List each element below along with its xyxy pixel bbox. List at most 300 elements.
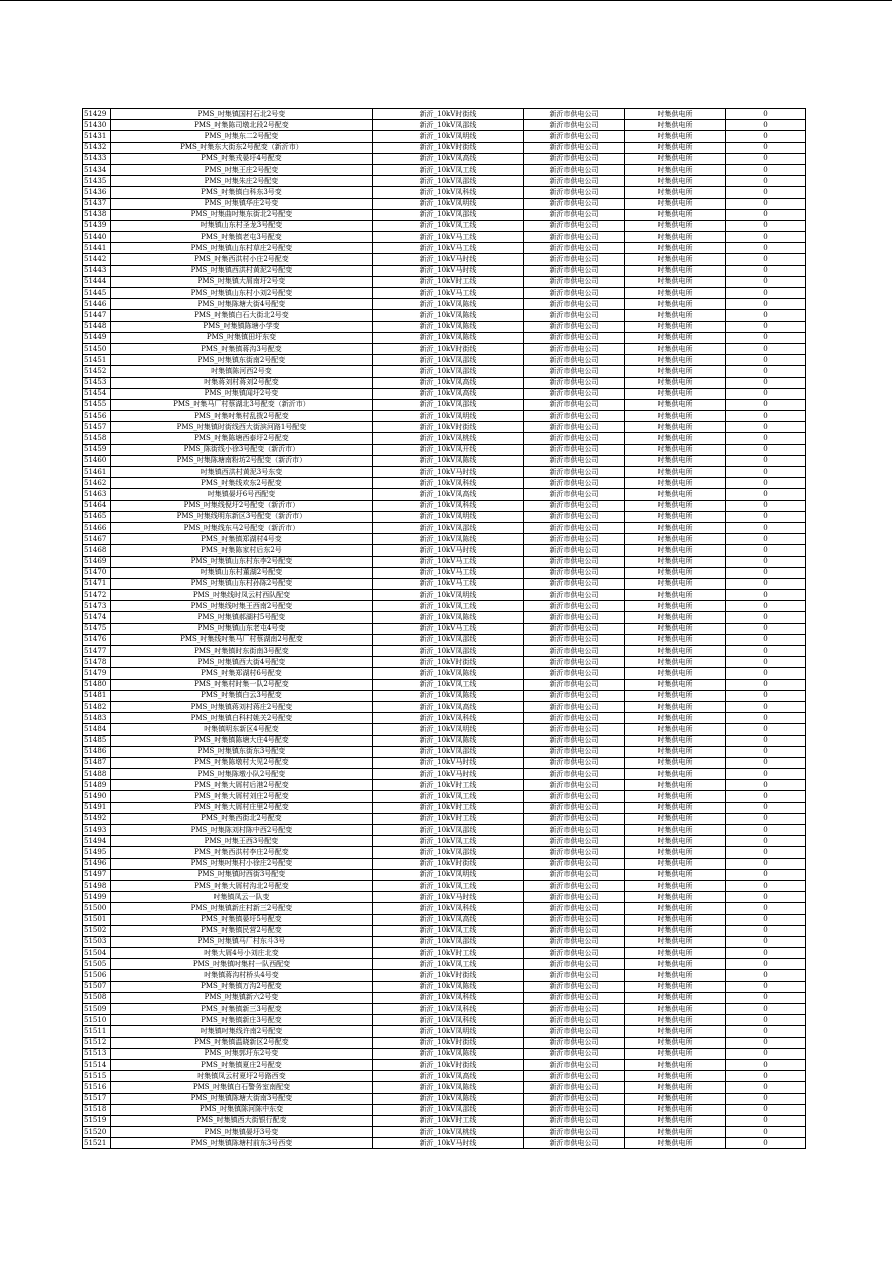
row-id-cell: 51511: [83, 1026, 111, 1037]
transformer-name-cell: PMS_吋集大屑村刘庄2号配变: [111, 791, 373, 802]
company-cell: 新沂市供电公司: [524, 847, 625, 858]
transformer-name-cell: PMS_吋集戎晏圩4号配变: [111, 153, 373, 164]
station-cell: 吋集供电所: [625, 780, 726, 791]
company-cell: 新沂市供电公司: [524, 869, 625, 880]
row-id-cell: 51440: [83, 232, 111, 243]
table-row: [83, 198, 806, 209]
transformer-name-cell: PMS_吋集镇山东村小刘2号配变: [111, 288, 373, 299]
value-cell: 0: [726, 869, 806, 880]
station-cell: 吋集供电所: [625, 478, 726, 489]
line-name-cell: 新沂_10kV凤桃线: [373, 433, 524, 444]
table-row: [83, 511, 806, 522]
line-name-cell: 新沂_10kV凤陈线: [373, 612, 524, 623]
station-cell: 吋集供电所: [625, 1026, 726, 1037]
table-row: [83, 276, 806, 287]
company-cell: 新沂市供电公司: [524, 321, 625, 332]
station-cell: 吋集供电所: [625, 355, 726, 366]
table-row: [83, 1127, 806, 1138]
line-name-cell: 新沂_10kV凤陈线: [373, 735, 524, 746]
value-cell: 0: [726, 243, 806, 254]
line-name-cell: 新沂_10kV凤工线: [373, 679, 524, 690]
table-row: [83, 1037, 806, 1048]
transformer-name-cell: PMS_吋集镇万沟2号配变: [111, 981, 373, 992]
line-name-cell: 新沂_10kV马时线: [373, 265, 524, 276]
table-row: [83, 668, 806, 679]
station-cell: 吋集供电所: [625, 276, 726, 287]
line-name-cell: 新沂_10kV凤桃线: [373, 1127, 524, 1138]
transformer-name-cell: PMS_吋集镇晏圩5号配变: [111, 914, 373, 925]
transformer-name-cell: PMS_吋集镇山东村孙陈2号配变: [111, 578, 373, 589]
value-cell: 0: [726, 970, 806, 981]
value-cell: 0: [726, 355, 806, 366]
transformer-name-cell: PMS_吋集镇白石大街北2号变: [111, 310, 373, 321]
value-cell: 0: [726, 411, 806, 422]
value-cell: 0: [726, 780, 806, 791]
station-cell: 吋集供电所: [625, 500, 726, 511]
value-cell: 0: [726, 1115, 806, 1126]
company-cell: 新沂市供电公司: [524, 433, 625, 444]
row-id-cell: 51491: [83, 802, 111, 813]
value-cell: 0: [726, 769, 806, 780]
value-cell: 0: [726, 534, 806, 545]
value-cell: 0: [726, 556, 806, 567]
value-cell: 0: [726, 1104, 806, 1115]
company-cell: 新沂市供电公司: [524, 601, 625, 612]
line-name-cell: 新沂_10kV凤陈线: [373, 981, 524, 992]
row-id-cell: 51519: [83, 1115, 111, 1126]
value-cell: 0: [726, 310, 806, 321]
station-cell: 吋集供电所: [625, 612, 726, 623]
transformer-name-cell: PMS_吋集镇老屯3号配变: [111, 232, 373, 243]
value-cell: 0: [726, 209, 806, 220]
row-id-cell: 51518: [83, 1104, 111, 1115]
transformer-name-cell: PMS_吋集镇白石警务室南配变: [111, 1082, 373, 1093]
value-cell: 0: [726, 131, 806, 142]
table-row: [83, 847, 806, 858]
company-cell: 新沂市供电公司: [524, 478, 625, 489]
line-name-cell: 新沂_10kV凤科线: [373, 1004, 524, 1015]
table-row: [83, 522, 806, 533]
value-cell: 0: [726, 343, 806, 354]
table-row: [83, 802, 806, 813]
company-cell: 新沂市供电公司: [524, 276, 625, 287]
row-id-cell: 51430: [83, 120, 111, 131]
value-cell: 0: [726, 1048, 806, 1059]
table-row: [83, 187, 806, 198]
row-id-cell: 51455: [83, 399, 111, 410]
table-row: [83, 120, 806, 131]
station-cell: 吋集供电所: [625, 467, 726, 478]
transformer-name-cell: PMS_吋集吋集村小徐庄2号配变: [111, 858, 373, 869]
value-cell: 0: [726, 1015, 806, 1026]
transformer-name-cell: PMS_吋集镇蒋刘村蒋庄2号配变: [111, 701, 373, 712]
value-cell: 0: [726, 377, 806, 388]
row-id-cell: 51513: [83, 1048, 111, 1059]
transformer-name-cell: PMS_吋集线时凤云村西队配变: [111, 590, 373, 601]
row-id-cell: 51465: [83, 511, 111, 522]
row-id-cell: 51474: [83, 612, 111, 623]
transformer-name-cell: PMS_吋集镇西洪村黄泥2号配变: [111, 265, 373, 276]
company-cell: 新沂市供电公司: [524, 265, 625, 276]
company-cell: 新沂市供电公司: [524, 791, 625, 802]
table-row: [83, 388, 806, 399]
value-cell: 0: [726, 567, 806, 578]
value-cell: 0: [726, 176, 806, 187]
row-id-cell: 51510: [83, 1015, 111, 1026]
row-id-cell: 51433: [83, 153, 111, 164]
value-cell: 0: [726, 522, 806, 533]
value-cell: 0: [726, 164, 806, 175]
table-row: [83, 612, 806, 623]
row-id-cell: 51498: [83, 880, 111, 891]
station-cell: 吋集供电所: [625, 668, 726, 679]
station-cell: 吋集供电所: [625, 578, 726, 589]
transformer-name-cell: PMS_吋集镇时街线西大街滨河路1号配变: [111, 422, 373, 433]
row-id-cell: 51500: [83, 903, 111, 914]
station-cell: 吋集供电所: [625, 433, 726, 444]
table-row: [83, 713, 806, 724]
table-row: [83, 467, 806, 478]
value-cell: 0: [726, 422, 806, 433]
line-name-cell: 新沂_10kV马工线: [373, 567, 524, 578]
table-row: [83, 936, 806, 947]
value-cell: 0: [726, 668, 806, 679]
row-id-cell: 51453: [83, 377, 111, 388]
row-id-cell: 51437: [83, 198, 111, 209]
line-name-cell: 新沂_10kV凤陈线: [373, 534, 524, 545]
value-cell: 0: [726, 1037, 806, 1048]
line-name-cell: 新沂_10kV时工线: [373, 802, 524, 813]
row-id-cell: 51435: [83, 176, 111, 187]
value-cell: 0: [726, 1004, 806, 1015]
line-name-cell: 新沂_10kV凤陈线: [373, 1082, 524, 1093]
table-row: [83, 288, 806, 299]
row-id-cell: 51481: [83, 690, 111, 701]
station-cell: 吋集供电所: [625, 1059, 726, 1070]
station-cell: 吋集供电所: [625, 522, 726, 533]
transformer-name-cell: 吋集镇明东新区4号配变: [111, 724, 373, 735]
value-cell: 0: [726, 735, 806, 746]
row-id-cell: 51497: [83, 869, 111, 880]
station-cell: 吋集供电所: [625, 1138, 726, 1149]
row-id-cell: 51464: [83, 500, 111, 511]
table-row: [83, 836, 806, 847]
transformer-name-cell: PMS_吋集镇大屑南圩2号变: [111, 276, 373, 287]
company-cell: 新沂市供电公司: [524, 467, 625, 478]
value-cell: 0: [726, 791, 806, 802]
row-id-cell: 51434: [83, 164, 111, 175]
company-cell: 新沂市供电公司: [524, 176, 625, 187]
table-row: [83, 869, 806, 880]
transformer-name-cell: PMS_吋集镇新庄3号配变: [111, 1015, 373, 1026]
table-row: [83, 825, 806, 836]
transformer-name-cell: PMS_吋集镇郑湖村4号变: [111, 534, 373, 545]
row-id-cell: 51479: [83, 668, 111, 679]
transformer-name-cell: PMS_吋集村时集一队2号配变: [111, 679, 373, 690]
line-name-cell: 新沂_10kV凤明线: [373, 869, 524, 880]
value-cell: 0: [726, 1026, 806, 1037]
station-cell: 吋集供电所: [625, 164, 726, 175]
transformer-name-cell: PMS_吋集镇新六2号变: [111, 992, 373, 1003]
table-row: [83, 1104, 806, 1115]
line-name-cell: 新沂_10kV马时线: [373, 254, 524, 265]
line-name-cell: 新沂_10kV凤明线: [373, 198, 524, 209]
station-cell: 吋集供电所: [625, 925, 726, 936]
table-row: [83, 925, 806, 936]
transformer-name-cell: PMS_吋集镇夏庄2号配变: [111, 1059, 373, 1070]
line-name-cell: 新沂_10kV马时线: [373, 769, 524, 780]
line-name-cell: 新沂_10kV凤邵线: [373, 209, 524, 220]
row-id-cell: 51496: [83, 858, 111, 869]
line-name-cell: 新沂_10kV时街线: [373, 422, 524, 433]
company-cell: 新沂市供电公司: [524, 701, 625, 712]
station-cell: 吋集供电所: [625, 176, 726, 187]
station-cell: 吋集供电所: [625, 590, 726, 601]
row-id-cell: 51450: [83, 343, 111, 354]
station-cell: 吋集供电所: [625, 343, 726, 354]
station-cell: 吋集供电所: [625, 959, 726, 970]
company-cell: 新沂市供电公司: [524, 657, 625, 668]
company-cell: 新沂市供电公司: [524, 679, 625, 690]
company-cell: 新沂市供电公司: [524, 355, 625, 366]
table-row: [83, 858, 806, 869]
line-name-cell: 新沂_10kV时街线: [373, 142, 524, 153]
value-cell: 0: [726, 142, 806, 153]
station-cell: 吋集供电所: [625, 198, 726, 209]
transformer-name-cell: PMS_吋集陈墩小队2号配变: [111, 769, 373, 780]
row-id-cell: 51521: [83, 1138, 111, 1149]
row-id-cell: 51477: [83, 646, 111, 657]
company-cell: 新沂市供电公司: [524, 444, 625, 455]
line-name-cell: 新沂_10kV马时线: [373, 545, 524, 556]
value-cell: 0: [726, 1093, 806, 1104]
row-id-cell: 51436: [83, 187, 111, 198]
row-id-cell: 51475: [83, 623, 111, 634]
table-row: [83, 142, 806, 153]
station-cell: 吋集供电所: [625, 232, 726, 243]
line-name-cell: 新沂_10kV马工线: [373, 556, 524, 567]
row-id-cell: 51516: [83, 1082, 111, 1093]
line-name-cell: 新沂_10kV凤邵线: [373, 176, 524, 187]
line-name-cell: 新沂_10kV凤高线: [373, 914, 524, 925]
line-name-cell: 新沂_10kV时街线: [373, 657, 524, 668]
transformer-name-cell: PMS_吋集线明东新区3号配变（新沂市）: [111, 511, 373, 522]
row-id-cell: 51485: [83, 735, 111, 746]
transformer-name-cell: PMS_吋集镇陈塘小学变: [111, 321, 373, 332]
transformer-name-cell: PMS_吋集镇蒋沟3号配变: [111, 343, 373, 354]
table-body: [83, 109, 806, 1149]
table-row: [83, 880, 806, 891]
line-name-cell: 新沂_10kV凤陈线: [373, 455, 524, 466]
row-id-cell: 51478: [83, 657, 111, 668]
table-row: [83, 254, 806, 265]
transformer-name-cell: PMS_吋集线欢东2号配变: [111, 478, 373, 489]
line-name-cell: 新沂_10kV马工线: [373, 232, 524, 243]
transformer-name-cell: PMS_吋集王庄2号配变: [111, 164, 373, 175]
transformer-name-cell: PMS_吋集镇陈塘大街南3号配变: [111, 1093, 373, 1104]
line-name-cell: 新沂_10kV马时线: [373, 467, 524, 478]
value-cell: 0: [726, 444, 806, 455]
company-cell: 新沂市供电公司: [524, 1138, 625, 1149]
line-name-cell: 新沂_10kV时街线: [373, 970, 524, 981]
line-name-cell: 新沂_10kV凤邵线: [373, 646, 524, 657]
table-row: [83, 959, 806, 970]
table-row: [83, 109, 806, 120]
value-cell: 0: [726, 701, 806, 712]
company-cell: 新沂市供电公司: [524, 1048, 625, 1059]
line-name-cell: 新沂_10kV凤科线: [373, 478, 524, 489]
value-cell: 0: [726, 825, 806, 836]
station-cell: 吋集供电所: [625, 836, 726, 847]
table-row: [83, 545, 806, 556]
company-cell: 新沂市供电公司: [524, 992, 625, 1003]
value-cell: 0: [726, 187, 806, 198]
transformer-name-cell: PMS_吋集陈刘村陈中西2号配变: [111, 825, 373, 836]
transformer-name-cell: PMS_吋集镇白科村姚关2号配变: [111, 713, 373, 724]
row-id-cell: 51444: [83, 276, 111, 287]
transformer-name-cell: 吋集镇凤云一队变: [111, 892, 373, 903]
station-cell: 吋集供电所: [625, 310, 726, 321]
transformer-name-cell: 吋集蒋刘村蒋刘2号配变: [111, 377, 373, 388]
company-cell: 新沂市供电公司: [524, 590, 625, 601]
value-cell: 0: [726, 746, 806, 757]
table-row: [83, 299, 806, 310]
line-name-cell: 新沂_10kV凤明线: [373, 131, 524, 142]
transformer-name-cell: PMS_吋集镇西大街银行配变: [111, 1115, 373, 1126]
row-id-cell: 51448: [83, 321, 111, 332]
value-cell: 0: [726, 1059, 806, 1070]
transformer-name-cell: PMS_吋集线吋集王西南2号配变: [111, 601, 373, 612]
transformer-name-cell: PMS_吋集镇田圩东变: [111, 332, 373, 343]
value-cell: 0: [726, 948, 806, 959]
transformer-name-cell: 吋集镇西洪村黄泥3号东变: [111, 467, 373, 478]
station-cell: 吋集供电所: [625, 131, 726, 142]
value-cell: 0: [726, 623, 806, 634]
station-cell: 吋集供电所: [625, 1048, 726, 1059]
row-id-cell: 51493: [83, 825, 111, 836]
transformer-name-cell: PMS_吋集东大街东2号配变（新沂市）: [111, 142, 373, 153]
table-row: [83, 489, 806, 500]
row-id-cell: 51454: [83, 388, 111, 399]
row-id-cell: 51469: [83, 556, 111, 567]
line-name-cell: 新沂_10kV凤明线: [373, 1026, 524, 1037]
company-cell: 新沂市供电公司: [524, 769, 625, 780]
transformer-name-cell: PMS_吋集镇白云3号配变: [111, 690, 373, 701]
table-row: [83, 131, 806, 142]
line-name-cell: 新沂_10kV马时线: [373, 1138, 524, 1149]
station-cell: 吋集供电所: [625, 825, 726, 836]
line-name-cell: 新沂_10kV凤邵线: [373, 1104, 524, 1115]
row-id-cell: 51452: [83, 366, 111, 377]
transformer-name-cell: 吋集镇陈河西2号变: [111, 366, 373, 377]
station-cell: 吋集供电所: [625, 791, 726, 802]
station-cell: 吋集供电所: [625, 880, 726, 891]
company-cell: 新沂市供电公司: [524, 1127, 625, 1138]
station-cell: 吋集供电所: [625, 265, 726, 276]
row-id-cell: 51487: [83, 757, 111, 768]
company-cell: 新沂市供电公司: [524, 556, 625, 567]
row-id-cell: 51502: [83, 925, 111, 936]
line-name-cell: 新沂_10kV凤工线: [373, 220, 524, 231]
company-cell: 新沂市供电公司: [524, 243, 625, 254]
station-cell: 吋集供电所: [625, 813, 726, 824]
row-id-cell: 51459: [83, 444, 111, 455]
value-cell: 0: [726, 601, 806, 612]
table-row: [83, 892, 806, 903]
station-cell: 吋集供电所: [625, 713, 726, 724]
top-border-line: [0, 0, 892, 1]
company-cell: 新沂市供电公司: [524, 131, 625, 142]
transformer-name-cell: PMS_吋集镇时东街南3号配变: [111, 646, 373, 657]
table-row: [83, 780, 806, 791]
company-cell: 新沂市供电公司: [524, 232, 625, 243]
transformer-name-cell: PMS_吋集大屑村后港2号配变: [111, 780, 373, 791]
company-cell: 新沂市供电公司: [524, 310, 625, 321]
company-cell: 新沂市供电公司: [524, 578, 625, 589]
row-id-cell: 51495: [83, 847, 111, 858]
value-cell: 0: [726, 478, 806, 489]
value-cell: 0: [726, 657, 806, 668]
line-name-cell: 新沂_10kV凤工线: [373, 164, 524, 175]
line-name-cell: 新沂_10kV凤邵线: [373, 120, 524, 131]
line-name-cell: 新沂_10kV马时线: [373, 892, 524, 903]
row-id-cell: 51446: [83, 299, 111, 310]
row-id-cell: 51460: [83, 455, 111, 466]
row-id-cell: 51514: [83, 1059, 111, 1070]
row-id-cell: 51438: [83, 209, 111, 220]
station-cell: 吋集供电所: [625, 646, 726, 657]
line-name-cell: 新沂_10kV凤明线: [373, 590, 524, 601]
company-cell: 新沂市供电公司: [524, 288, 625, 299]
row-id-cell: 51461: [83, 467, 111, 478]
transformer-name-cell: 吋集镇山东村董湖2号配变: [111, 567, 373, 578]
transformer-name-cell: PMS_吋集镇民营2号配变: [111, 925, 373, 936]
value-cell: 0: [726, 433, 806, 444]
value-cell: 0: [726, 903, 806, 914]
transformer-name-cell: PMS_吋集镇吋集村一队西配变: [111, 959, 373, 970]
station-cell: 吋集供电所: [625, 209, 726, 220]
company-cell: 新沂市供电公司: [524, 455, 625, 466]
transformer-name-cell: PMS_吋集大屑村沟北2号配变: [111, 880, 373, 891]
line-name-cell: 新沂_10kV凤高线: [373, 388, 524, 399]
line-name-cell: 新沂_10kV凤陈线: [373, 321, 524, 332]
table-row: [83, 623, 806, 634]
station-cell: 吋集供电所: [625, 914, 726, 925]
line-name-cell: 新沂_10kV凤工线: [373, 959, 524, 970]
row-id-cell: 51490: [83, 791, 111, 802]
transformer-name-cell: PMS_吋集陈塘西泰圩2号配变: [111, 433, 373, 444]
transformer-name-cell: PMS_吋集曲吋集东街北2号配变: [111, 209, 373, 220]
row-id-cell: 51509: [83, 1004, 111, 1015]
station-cell: 吋集供电所: [625, 847, 726, 858]
row-id-cell: 51506: [83, 970, 111, 981]
company-cell: 新沂市供电公司: [524, 1026, 625, 1037]
station-cell: 吋集供电所: [625, 187, 726, 198]
transformer-name-cell: PMS_吋集线吋集马厂村蔡湖南2号配变: [111, 634, 373, 645]
company-cell: 新沂市供电公司: [524, 534, 625, 545]
station-cell: 吋集供电所: [625, 545, 726, 556]
company-cell: 新沂市供电公司: [524, 343, 625, 354]
transformer-name-cell: PMS_吋集西洪村小庄2号配变: [111, 254, 373, 265]
company-cell: 新沂市供电公司: [524, 422, 625, 433]
row-id-cell: 51443: [83, 265, 111, 276]
company-cell: 新沂市供电公司: [524, 299, 625, 310]
row-id-cell: 51468: [83, 545, 111, 556]
table-row: [83, 679, 806, 690]
row-id-cell: 51483: [83, 713, 111, 724]
company-cell: 新沂市供电公司: [524, 1093, 625, 1104]
row-id-cell: 51501: [83, 914, 111, 925]
